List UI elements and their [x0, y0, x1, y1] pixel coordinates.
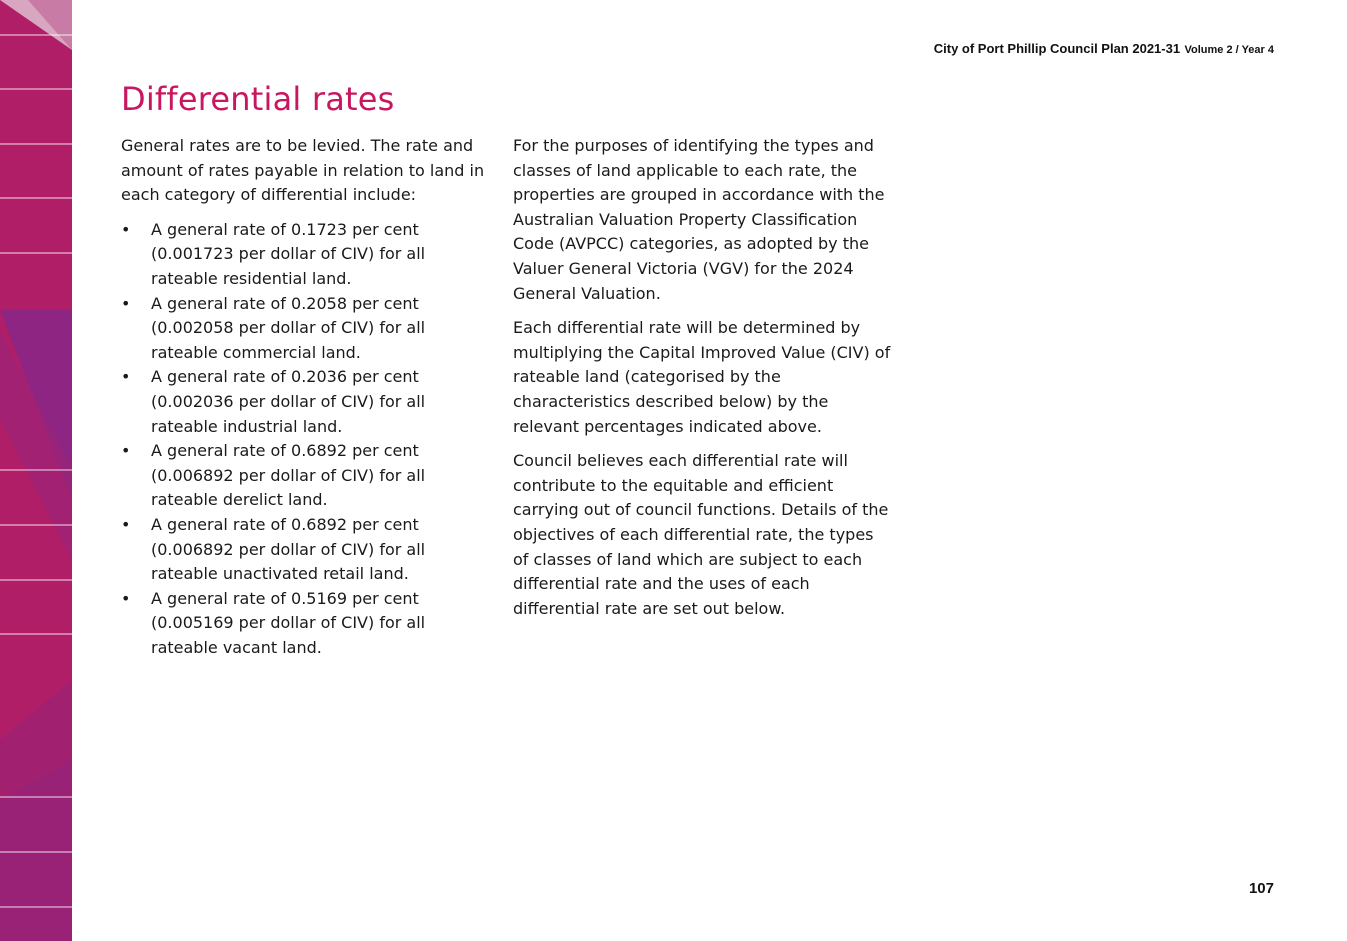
rate-item-commercial: • A general rate of 0.2058 per cent (0.002058 per dollar of CIV) for all rateable commercial land.: [121, 292, 491, 366]
rate-item-residential: • A general rate of 0.1723 per cent (0.001723 per dollar of CIV) for all rateable residential land.: [121, 218, 491, 292]
header-volume-year: Volume 2 / Year 4: [1184, 44, 1274, 56]
rate-list: [121, 218, 491, 661]
running-header: [934, 40, 1274, 58]
rate-item-unactivated-retail: • A general rate of 0.6892 per cent (0.006892 per dollar of CIV) for all rateable unactivated retail land.: [121, 513, 491, 587]
right-column: [513, 134, 893, 631]
page-number: 107: [1248, 880, 1274, 897]
classification-paragraph: For the purposes of identifying the types and classes of land applicable to each rate, the properties are grouped in accordance with the Australian Valuation Property Classification Code (AVPCC) categories, as adopted by the Valuer General Victoria (VGV) for the 2024 General Valuation.: [513, 136, 885, 303]
objectives-paragraph: Council believes each differential rate will contribute to the equitable and efficient carrying out of council functions. Details of the objectives of each differential rate, the types of classes of land which are subject to each differential rate and the uses of each differential rate are set out below.: [513, 451, 889, 618]
rate-item-vacant: • A general rate of 0.5169 per cent (0.005169 per dollar of CIV) for all rateable vacant land.: [121, 587, 491, 661]
determination-paragraph: Each differential rate will be determined by multiplying the Capital Improved Value (CIV) of rateable land (categorised by the characteristics described below) by the relevant percentages indicated above.: [513, 318, 891, 436]
decorative-side-band: [0, 0, 72, 941]
intro-paragraph: General rates are to be levied. The rate and amount of rates payable in relation to land in each category of differential include:: [121, 136, 485, 205]
side-band-graphic: [0, 0, 72, 941]
left-column: [121, 134, 491, 660]
rate-item-industrial: • A general rate of 0.2036 per cent (0.002036 per dollar of CIV) for all rateable industrial land.: [121, 365, 491, 439]
header-document-title: City of Port Phillip Council Plan 2021-31: [933, 41, 1181, 56]
page-title: Differential rates: [121, 80, 395, 118]
rate-item-derelict: • A general rate of 0.6892 per cent (0.006892 per dollar of CIV) for all rateable derelict land.: [121, 439, 491, 513]
